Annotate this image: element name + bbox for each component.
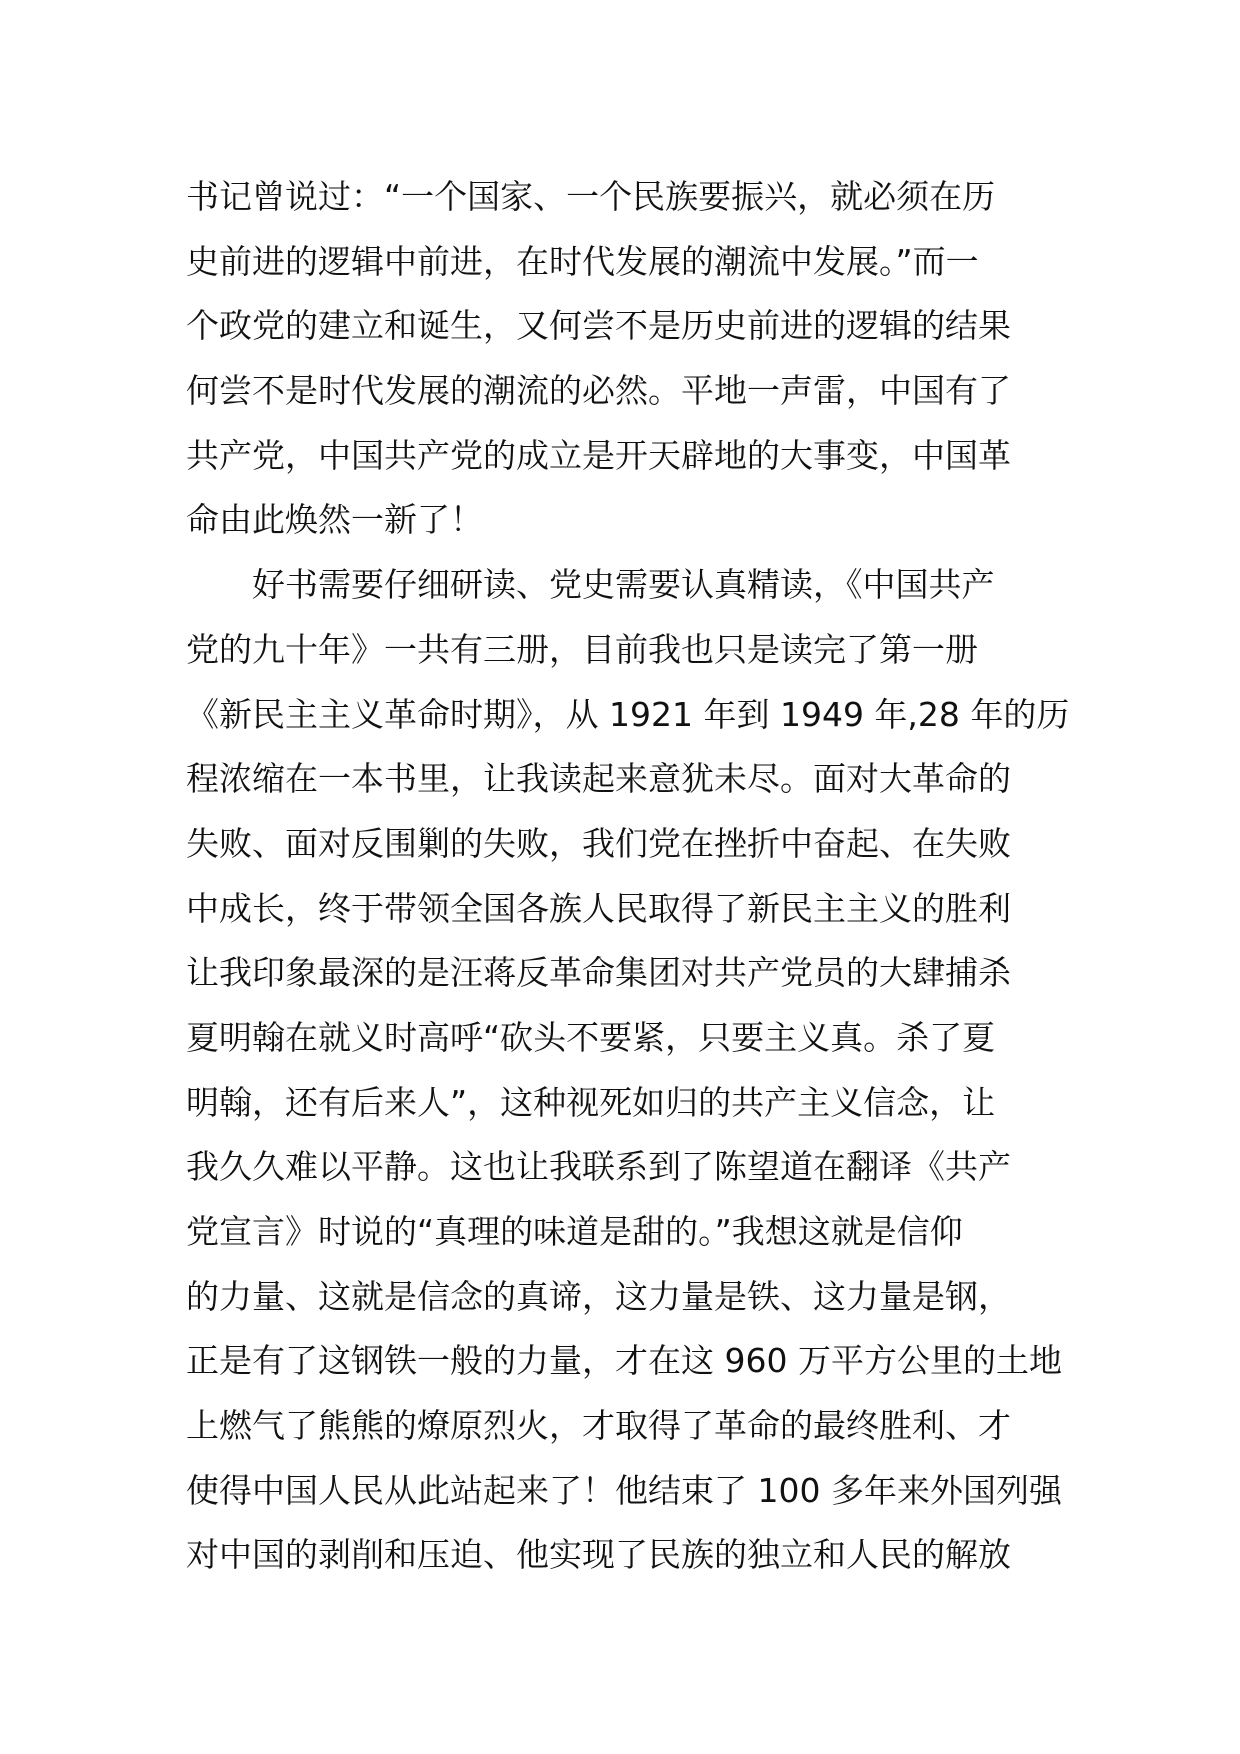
- text-line: 书记曾说过：“一个国家、一个民族要振兴，就必须在历: [186, 177, 996, 216]
- text-line: 的力量、这就是信念的真谛，这力量是铁、这力量是钢，: [186, 1276, 1011, 1316]
- text-line: 上燃气了熊熊的燎原烈火，才取得了革命的最终胜利、才: [186, 1406, 1011, 1446]
- text-line: 程浓缩在一本书里，让我读起来意犹未尽。面对大革命的: [186, 759, 1011, 799]
- text-line: 个政党的建立和诞生，又何尝不是历史前进的逻辑的结果: [186, 306, 1011, 346]
- text-line: 何尝不是时代发展的潮流的必然。平地一声雷，中国有了: [186, 371, 1011, 411]
- paragraph-first-line: 好书需要仔细研读、党史需要认真精读，《中国共产: [252, 565, 995, 605]
- text-line: 对中国的剥削和压迫、他实现了民族的独立和人民的解放: [186, 1535, 1011, 1575]
- text-line: 党宣言》时说的“真理的味道是甜的。”我想这就是信仰: [186, 1212, 963, 1251]
- text-line: 我久久难以平静。这也让我联系到了陈望道在翻译《共产: [186, 1147, 1011, 1187]
- text-line: 《新民主主义革命时期》，从 1921 年到 1949 年,28 年的历: [186, 694, 1070, 734]
- text-line: 失败、面对反围剿的失败，我们党在挫折中奋起、在失败: [186, 823, 1011, 863]
- text-line: 明翰，还有后来人”，这种视死如归的共产主义信念，让: [186, 1082, 996, 1122]
- text-line: 让我印象最深的是汪蒋反革命集团对共产党员的大肆捕杀: [186, 953, 1011, 993]
- text-line: 史前进的逻辑中前进，在时代发展的潮流中发展。”而一: [186, 241, 979, 281]
- text-line: 党的九十年》一共有三册，目前我也只是读完了第一册: [186, 629, 978, 669]
- text-line: 正是有了这钢铁一般的力量，才在这 960 万平方公里的土地: [186, 1341, 1062, 1381]
- text-line: 共产党，中国共产党的成立是开天辟地的大事变，中国革: [186, 435, 1011, 475]
- body-text: [186, 165, 1070, 1588]
- text-line: 夏明翰在就义时高呼“砍头不要紧，只要主义真。杀了夏: [186, 1017, 996, 1057]
- text-line: 使得中国人民从此站起来了！他结束了 100 多年来外国列强: [186, 1470, 1062, 1510]
- text-line: 命由此焕然一新了！: [186, 500, 483, 540]
- text-line: 中成长，终于带领全国各族人民取得了新民主主义的胜利: [186, 888, 1011, 928]
